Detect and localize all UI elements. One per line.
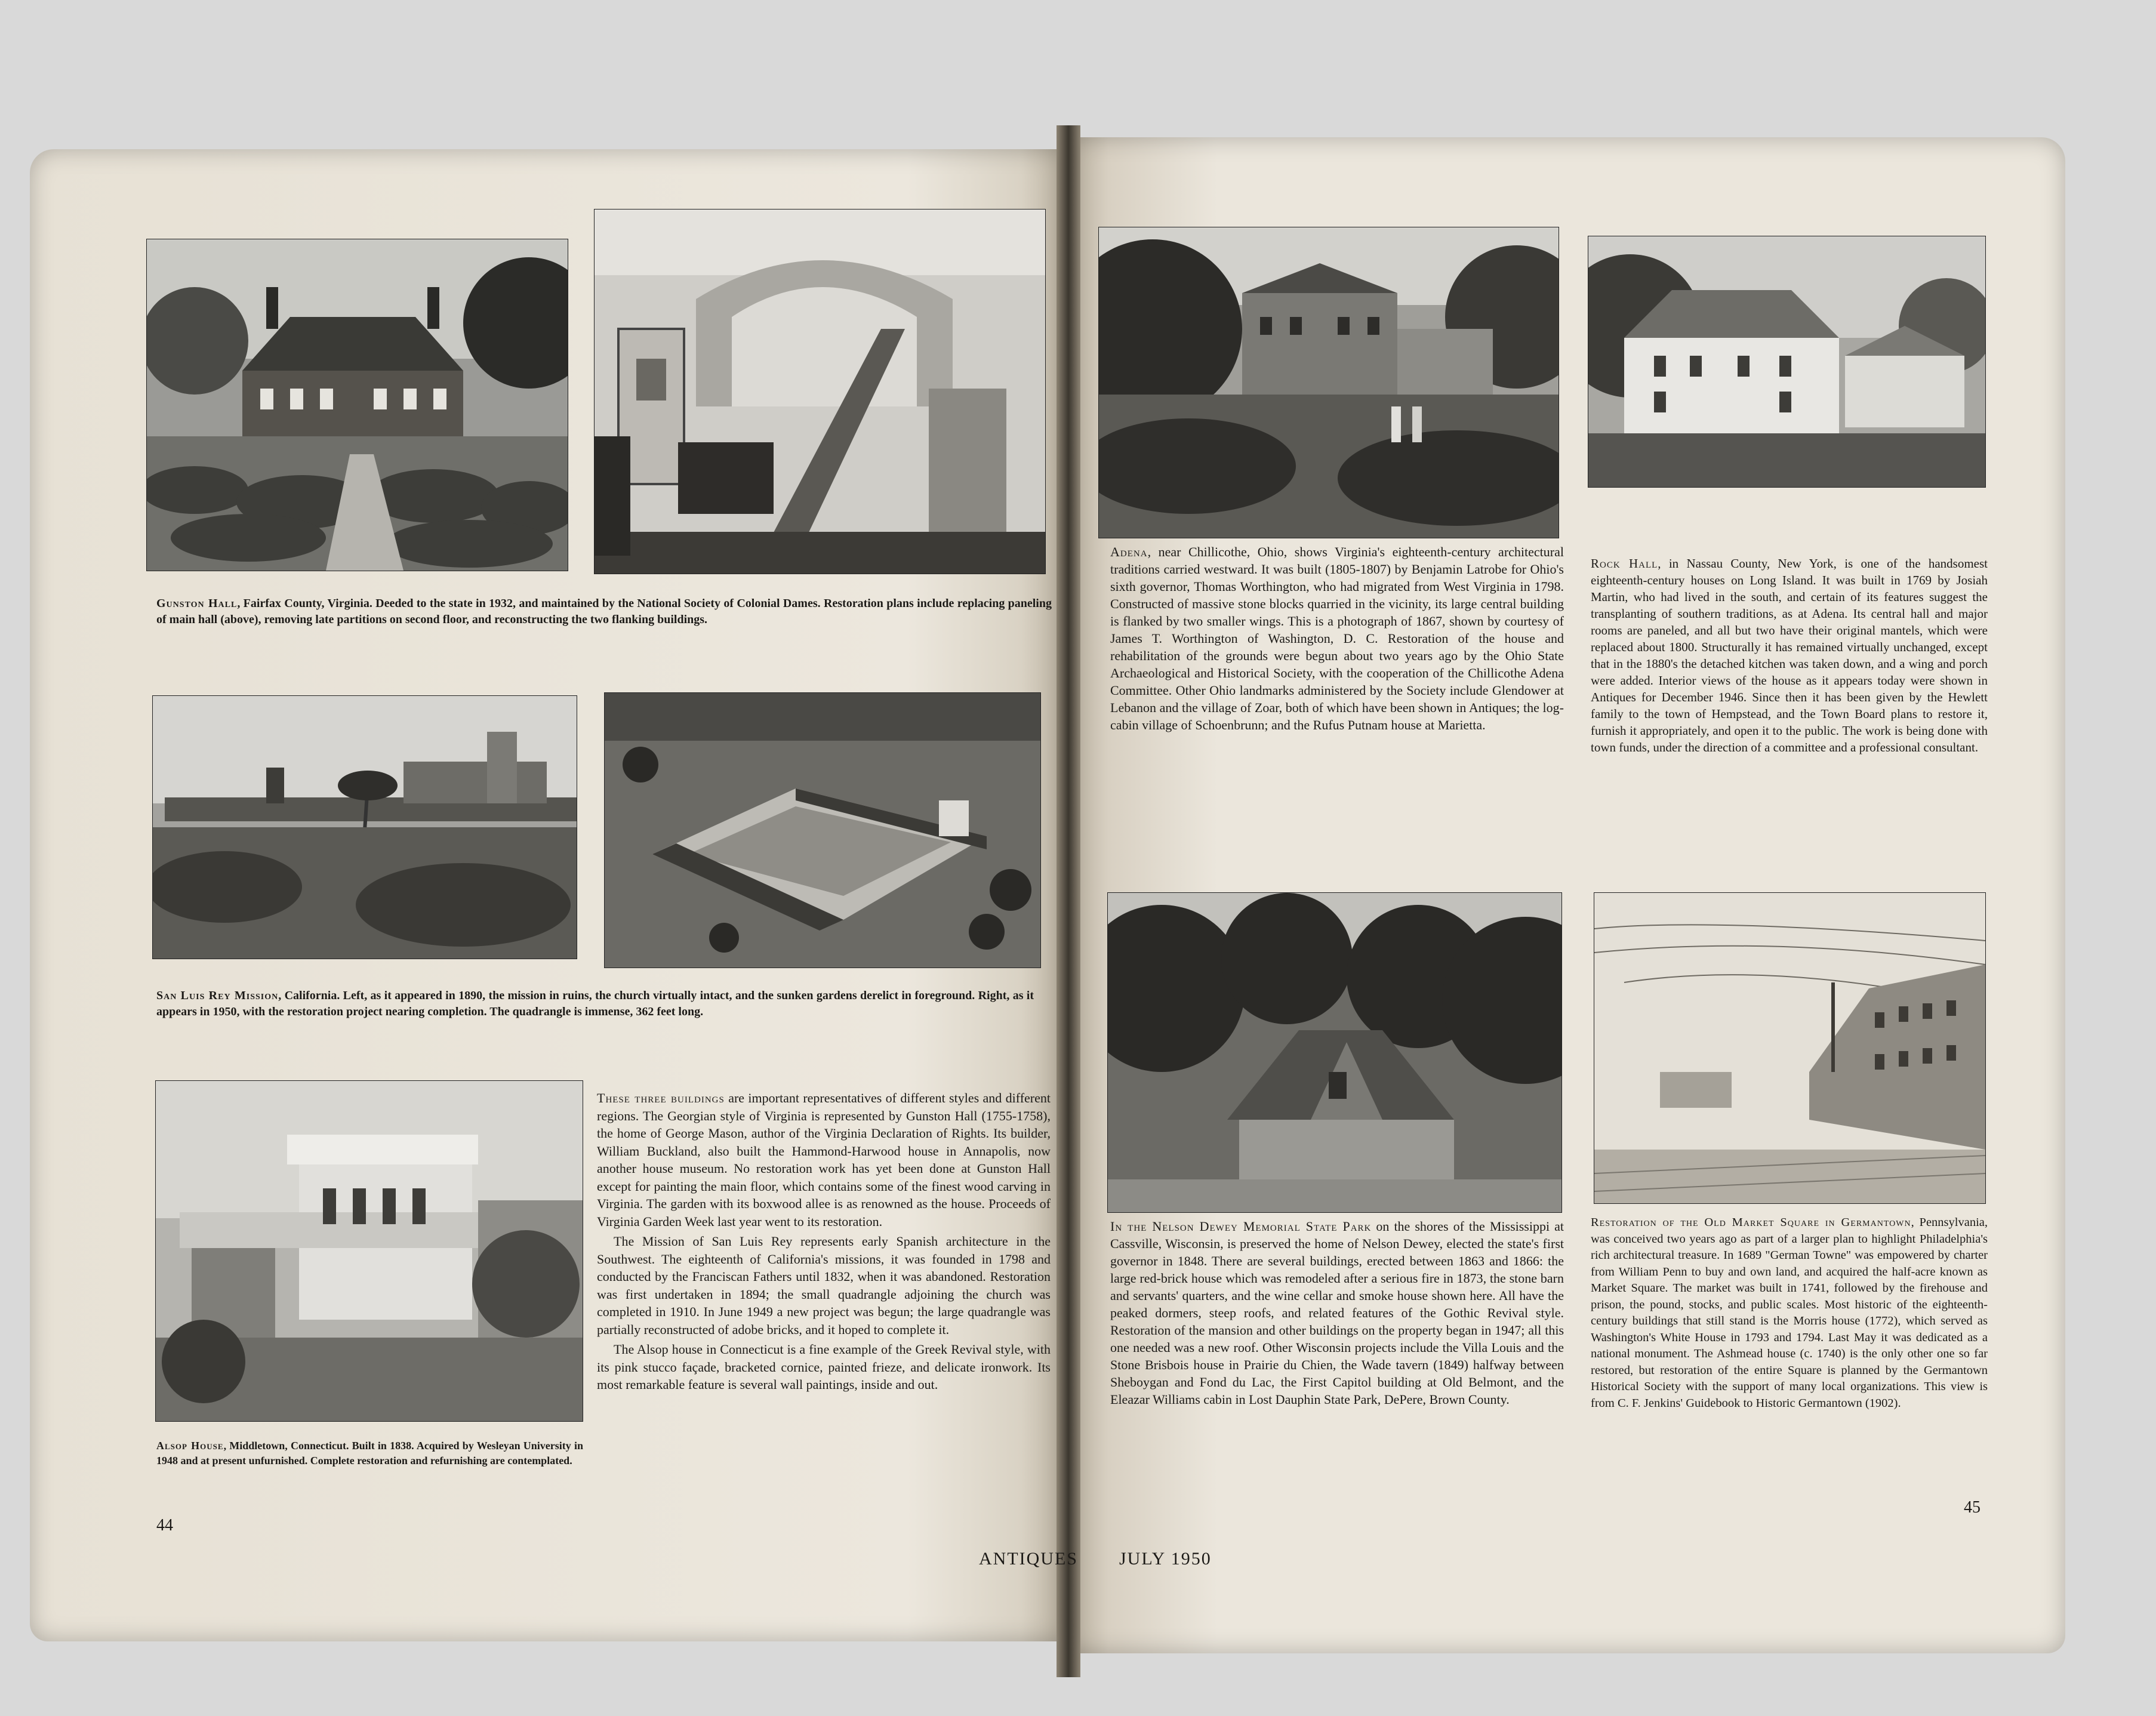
caption-alsop-house: Alsop House, Middletown, Connecticut. Built in 1838. Acquired by Wesleyan University in 1948 and at present unfurnished. Complete restoration and refurnishing are contemplated. (156, 1440, 583, 1467)
text-nelson-dewey: In the Nelson Dewey Memorial State Park on the shores of the Mississippi at Cassville, Wisconsin, is preserved the home of Nelson Dewey, elected the state's first governor in 1848. There are several buildings, erected between 1863 and 1866: the large red-brick house which was remodeled after a serious fire in 1873, the stone barn and servants' quarters, and the wine cellar and smoke house shown here. All have the peaked dormers, steep roofs, and related features of the Gothic Revival style. Restoration of the mansion and other buildings on the property began in 1947; all this one needed was a new roof. Other Wisconsin projects include the Villa Louis and the Stone Brisbois house in Prairie du Chien, the Wade tavern (1849) halfway between Sheboygan and Fond du Lac, the First Capitol building at Old Belmont, and the Eleazar Williams cabin in Lost Dauphin State Park, DePere, Brown County. (1110, 1219, 1564, 1407)
text-adena: Adena, near Chillicothe, Ohio, shows Virginia's eighteenth-century architectural traditions carried westward. It was built (1805-1807) by Benjamin Latrobe for Ohio's sixth governor, Thomas Worthington, who had migrated from West Virginia in 1798. Constructed of massive stone blocks quarried in the vicinity, its large central building is flanked by two smaller wings. This is a photograph of 1867, shown by courtesy of James T. Worthington of Washington, D. C. Restoration of the house and rehabilitation of the grounds were begun about two years ago by the Ohio State Archaeological and Historical Society, with the cooperation of the Chillicothe Adena Committee. Other Ohio landmarks administered by the Society include Glendower at Lebanon and the village of Zoar, both of which have been shown in Antiques; the log-cabin village of Schoenbrunn; and the Rufus Putnam house at Marietta. (1110, 544, 1564, 732)
photo-alsop-house (155, 1080, 583, 1422)
running-head-left: ANTIQUES (979, 1549, 1078, 1569)
text-germantown: Restoration of the Old Market Square in Germantown, Pennsylvania, was conceived two years ago as part of a larger plan to highlight Philadelphia's rich architectural treasure. In 1689 "German Towne" was empowered by charter from William Penn to buy and own land, and acquired the half-acre known as Market Square. The market was built in 1741, followed by the firehouse and prison, the pound, stocks, and public scales. Most historic of the eighteenth-century buildings that still stand is the Morris house (1772), which served as Washington's White House in 1793 and 1794. Last May it was dedicated as a national monument. The Ashmead house (c. 1740) is the only other one so far restored, but restoration of the entire Square is planned by the Germantown Historical Society with the support of many local organizations. This view is from C. F. Jenkins' Guidebook to Historic Germantown (1902). (1591, 1216, 1988, 1410)
running-head-right: JULY 1950 (1119, 1549, 1212, 1569)
photo-rock-hall (1588, 236, 1986, 488)
photo-adena (1098, 227, 1559, 538)
text-rock-hall: Rock Hall, in Nassau County, New York, is one of the handsomest eighteenth-century houses on Long Island. It was built in 1769 by Josiah Martin, who had lived in the south, and certain of its features suggest the transplanting of southern traditions, as at Adena. Its central hall and major rooms are paneled, and all but two have their original mantels, which were replaced about 1800. Structurally it has remained virtually unchanged, except that in the 1880's the detached kitchen was taken down, and a wing and porch were added. Interior views of the house as it appears today were shown in Antiques for December 1946. Since then it has been given by the Hewlett family to the town of Hempstead, and the Town Board plans to restore it, furnish it appropriately, and open it to the public. The work is being done with town funds, under the direction of a committee and a professional consultant. (1591, 556, 1988, 754)
photo-san-luis-rey-1890 (152, 695, 577, 959)
page-number-right: 45 (1964, 1498, 1981, 1517)
photo-gunston-hall-interior (594, 209, 1046, 574)
photo-nelson-dewey-buildings (1107, 892, 1562, 1213)
essay-three-buildings: These three buildings are important representatives of different styles and different regions. The Georgian style of Virginia is represented by Gunston Hall (1755-1758), the home of George Mason, author of the Virginia Declaration of Rights. Its builder, William Buckland, also built the Hammond-Harwood house in Annapolis, now another house museum. No restoration work has yet been done at Gunston Hall except for painting the main floor, which contains some of the finest wood carving in Virginia. The garden with its boxwood allee is as renowned as the house. Proceeds of Virginia Garden Week last year went to its restoration. The Mission of San Luis Rey represents early Spanish architecture in the Southwest. The eighteenth of California's missions, it was founded in 1798 and conducted by the Franciscan Fathers until 1832, when it was abandoned. Restoration was first undertaken in 1894; the small quadrangle adjoining the church was completed in 1910. In June 1949 a new project was begun; the large quadrangle was partially reconstructed of adobe bricks, and it hoped to complete it. The Alsop house in Connecticut is a fine example of the Greek Revival style, with its pink stucco façade, bracketed cornice, painted frieze, and delicate ironwork. Its most remarkable feature is several wall paintings, inside and out. (597, 1090, 1051, 1392)
photo-san-luis-rey-1950-aerial (604, 692, 1041, 968)
book-gutter (1057, 125, 1080, 1677)
caption-gunston-hall: Gunston Hall, Fairfax County, Virginia. Deeded to the state in 1932, and maintained by the National Society of Colonial Dames. Restoration plans include replacing paneling of main hall (above), removing late partitions on second floor, and reconstructing the two flanking buildings. (156, 597, 1052, 626)
photo-germantown-market-square-engraving (1594, 892, 1986, 1204)
page-number-left: 44 (156, 1516, 173, 1535)
photo-gunston-hall-exterior (146, 239, 568, 571)
caption-san-luis-rey: San Luis Rey Mission, California. Left, as it appeared in 1890, the mission in ruins, the church virtually intact, and the sunken gardens derelict in foreground. Right, as it appears in 1950, with the restoration project nearing completion. The quadrangle is immense, 362 feet long. (156, 989, 1034, 1018)
